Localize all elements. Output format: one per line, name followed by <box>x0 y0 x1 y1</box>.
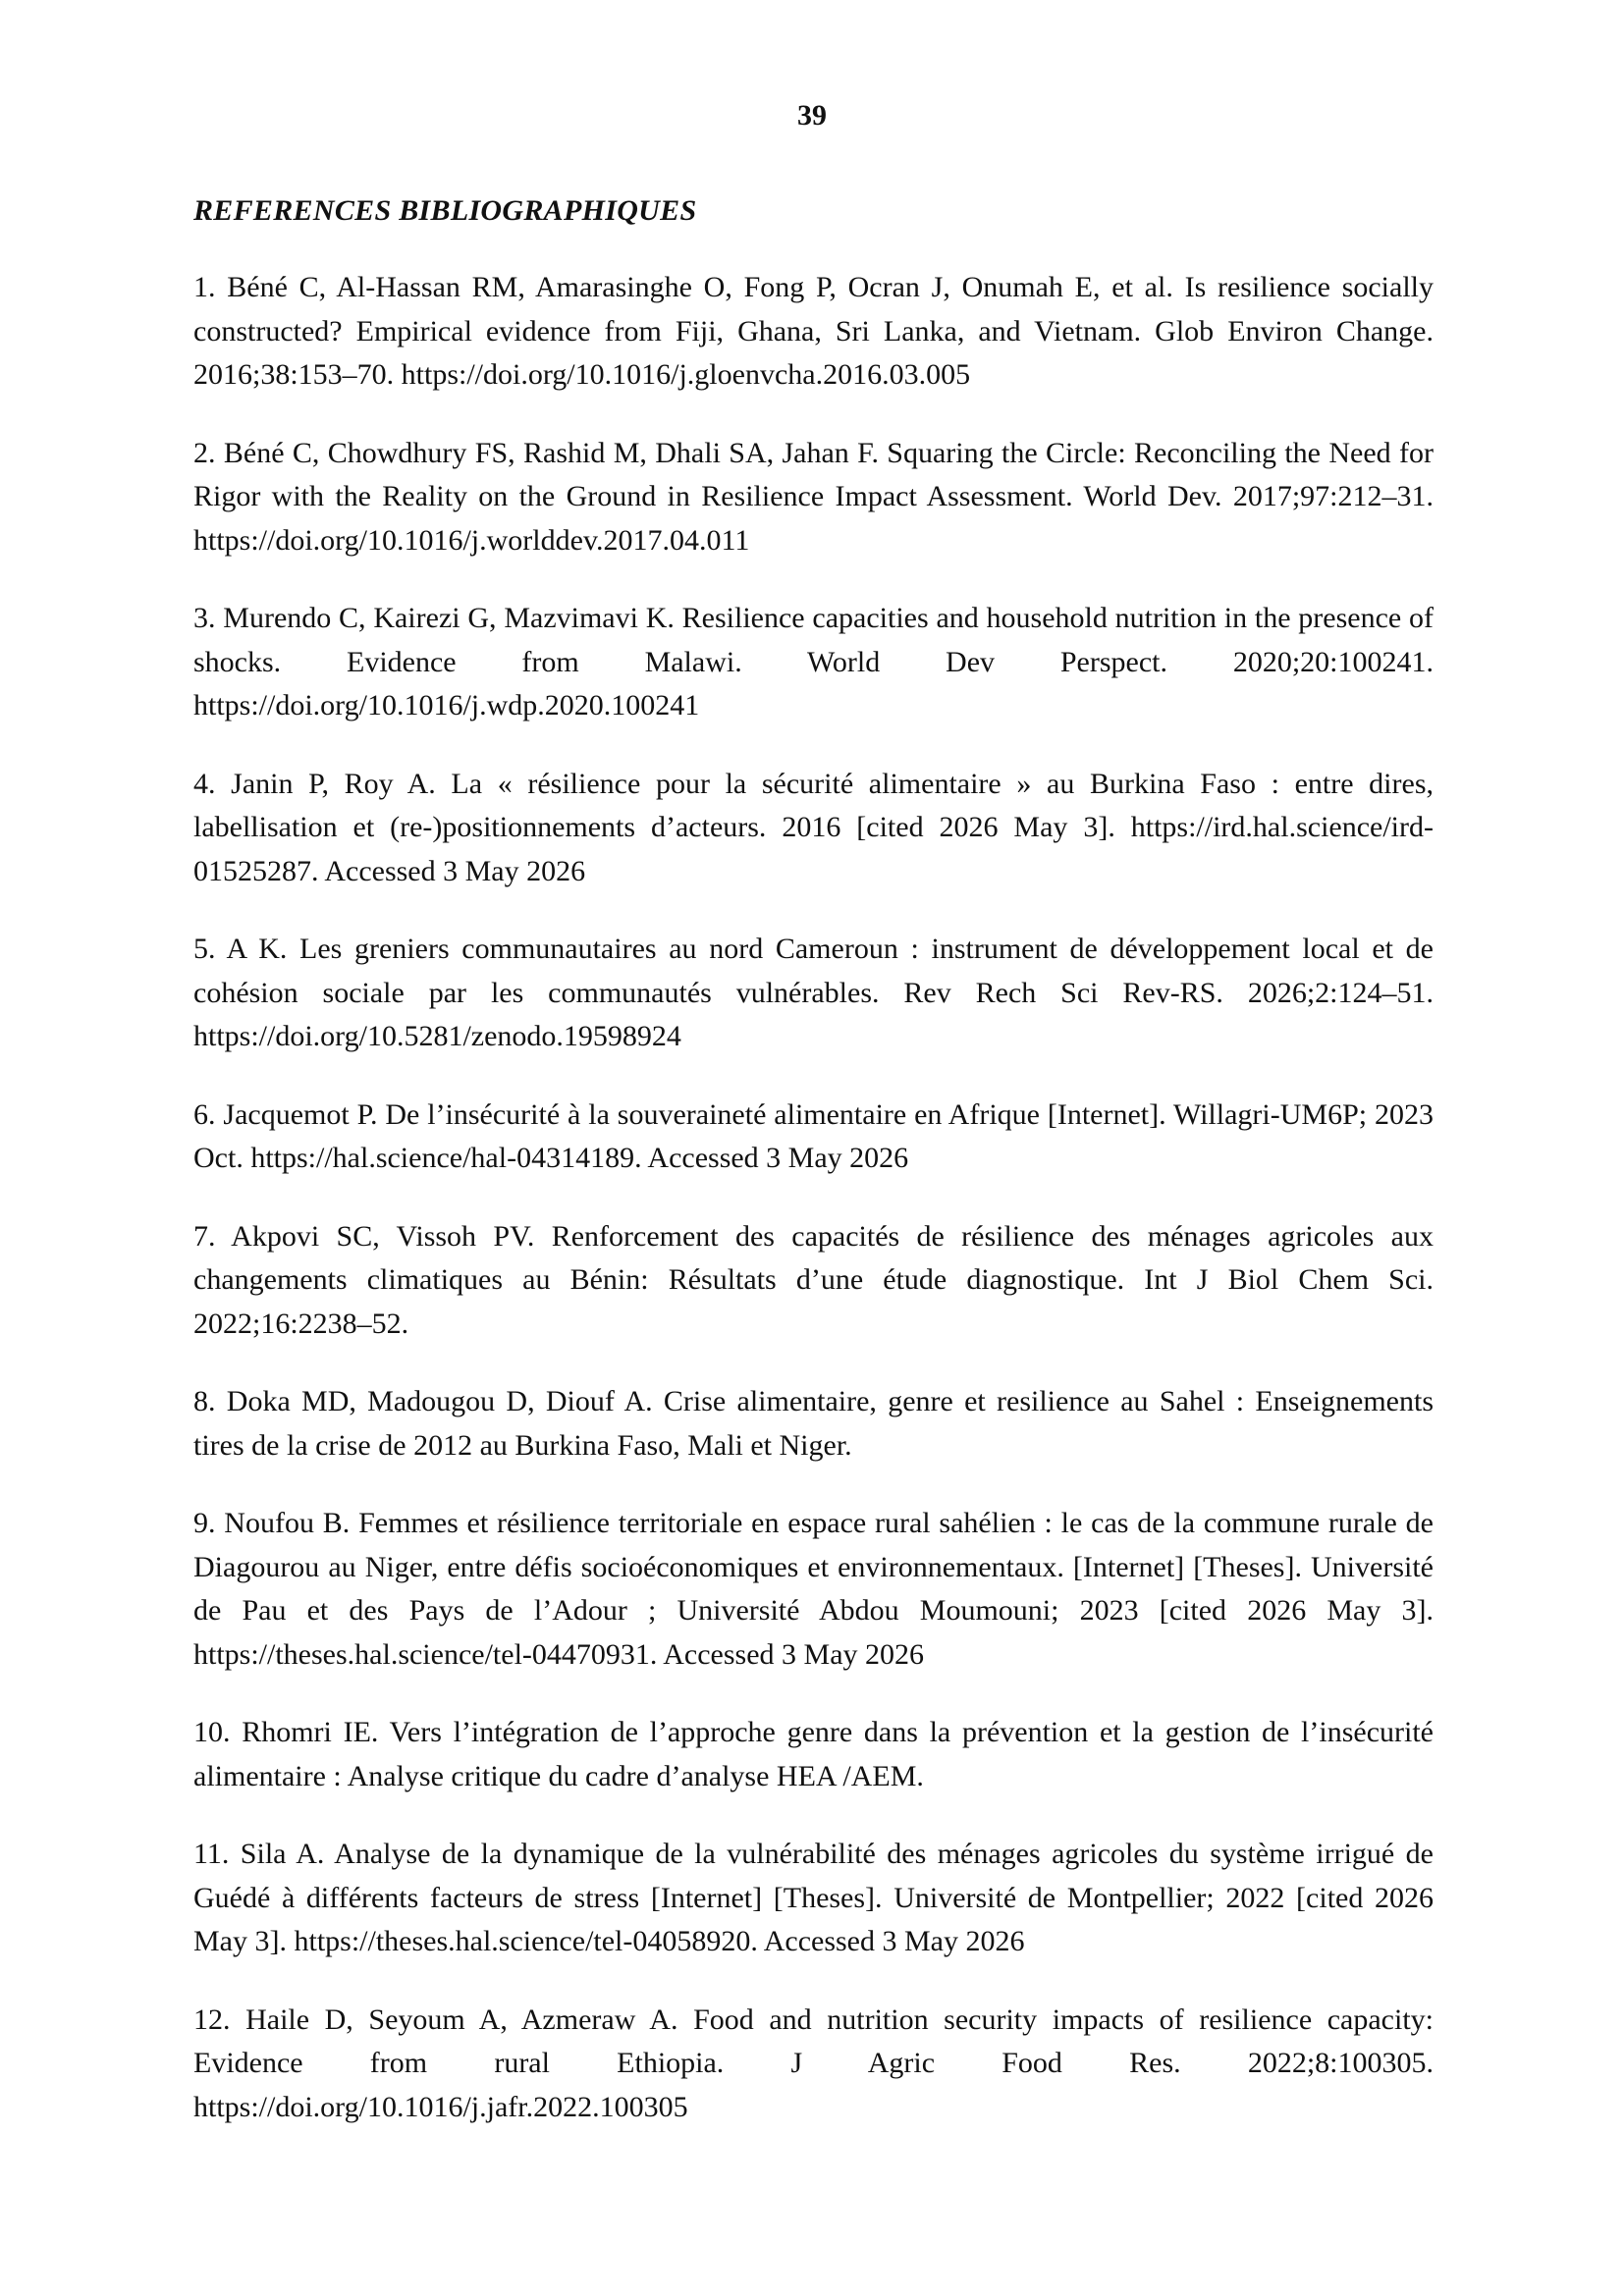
reference-item: 6. Jacquemot P. De l’insécurité à la souveraineté alimentaire en Afrique [Internet]. Willagri-UM6P; 2023 Oct. https://hal.science/hal-04314189. Accessed 3 May 2026 <box>193 1097 1434 1174</box>
reference-item: 3. Murendo C, Kairezi G, Mazvimavi K. Resilience capacities and household nutrition in the presence of shocks. Evidence from Malawi. World Dev Perspect. 2020;20:100241. https://doi.org/10.1016/j.wdp.2020.100241 <box>193 602 1434 721</box>
reference-item: 5. A K. Les greniers communautaires au nord Cameroun : instrument de développement local et de cohésion sociale par les communautés vulnérables. Rev Rech Sci Rev-RS. 2026;2:124–51. https://doi.org/10.5281/zenodo.19598924 <box>193 933 1434 1052</box>
reference-item: 2. Béné C, Chowdhury FS, Rashid M, Dhali SA, Jahan F. Squaring the Circle: Reconciling the Need for Rigor with the Reality on the Ground in Resilience Impact Assessment. World Dev. 2017;97:212–31. https://doi.org/10.1016/j.worlddev.2017.04.011 <box>193 436 1434 557</box>
reference-item: 9. Noufou B. Femmes et résilience territoriale en espace rural sahélien : le cas de la commune rurale de Diagourou au Niger, entre défis socioéconomiques et environnementaux. [Internet] [Theses]. Université de Pau et des Pays de l’Adour ; Université Abdou Moumouni; 2023 [cited 2026 May 3]. https://theses.hal.science/tel-04470931. Accessed 3 May 2026 <box>193 1507 1434 1671</box>
reference-item: 7. Akpovi SC, Vissoh PV. Renforcement des capacités de résilience des ménages agricoles aux changements climatiques au Bénin: Résultats d’une étude diagnostique. Int J Biol Chem Sci. 2022;16:2238–52. <box>193 1219 1434 1340</box>
reference-item: 8. Doka MD, Madougou D, Diouf A. Crise alimentaire, genre et resilience au Sahel : Enseignements tires de la crise de 2012 au Burkina Faso, Mali et Niger. <box>193 1385 1434 1462</box>
reference-item: 1. Béné C, Al-Hassan RM, Amarasinghe O, Fong P, Ocran J, Onumah E, et al. Is resilience socially constructed? Empirical evidence from Fiji, Ghana, Sri Lanka, and Vietnam. Glob Environ Change. 2016;38:153–70. https://doi.org/10.1016/j.gloenvcha.2016.03.005 <box>193 271 1434 391</box>
reference-item: 10. Rhomri IE. Vers l’intégration de l’approche genre dans la prévention et la gestion de l’insécurité alimentaire : Analyse critique du cadre d’analyse HEA /AEM. <box>193 1716 1434 1792</box>
reference-item: 11. Sila A. Analyse de la dynamique de la vulnérabilité des ménages agricoles du système irrigué de Guédé à différents facteurs de stress [Internet] [Theses]. Université de Montpellier; 2022 [cited 2026 May 3]. https://theses.hal.science/tel-04058920. Accessed 3 May 2026 <box>193 1838 1434 1957</box>
reference-list <box>193 266 1434 2129</box>
reference-item: 12. Haile D, Seyoum A, Azmeraw A. Food and nutrition security impacts of resilience capacity: Evidence from rural Ethiopia. J Agric Food Res. 2022;8:100305. https://doi.org/10.1016/j.jafr.2022.100305 <box>193 2002 1434 2123</box>
reference-item: 4. Janin P, Roy A. La « résilience pour la sécurité alimentaire » au Burkina Faso : entre dires, labellisation et (re-)positionnements d’acteurs. 2016 [cited 2026 May 3]. https://ird.hal.science/ird-01525287. Accessed 3 May 2026 <box>193 767 1434 887</box>
references-section <box>193 189 1434 2163</box>
page-number: 39 <box>797 99 827 132</box>
section-title: REFERENCES BIBLIOGRAPHIQUES <box>193 194 697 227</box>
